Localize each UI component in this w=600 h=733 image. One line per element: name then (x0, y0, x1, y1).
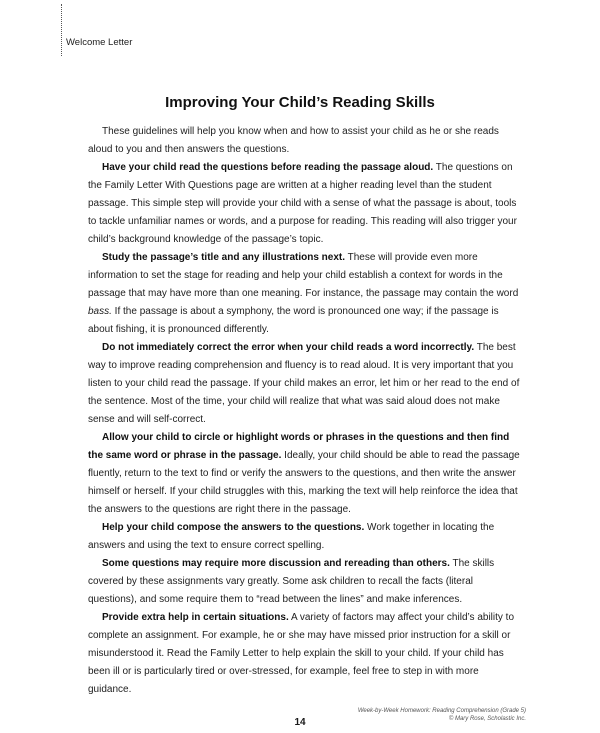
tip-heading: Study the passage’s title and any illustrations next. (102, 252, 346, 263)
paragraph-text: These guidelines will help you know when and how to assist your child as he or she reads aloud to you and then answers the questions. (88, 126, 499, 155)
tip-paragraph (88, 249, 520, 339)
tip-paragraph (88, 519, 520, 555)
tip-heading: Help your child compose the answers to the questions. (102, 522, 365, 533)
tip-paragraph (88, 339, 520, 429)
tip-paragraph (88, 159, 520, 249)
tip-paragraph (88, 429, 520, 519)
tip-paragraph (88, 609, 520, 699)
paragraph-text: Ideally, your child should be able to read the passage fluently, return to the text to find or verify the answers to the questions, and then write the answer himself or herself. If your child struggles with this, marking the text will help reinforce the idea that the answers to the questions are right there in the passage. (88, 450, 520, 515)
page-number: 14 (294, 717, 306, 728)
copyright: © Mary Rose, Scholastic Inc. (448, 716, 526, 722)
book-title: Week-by-Week Homework: Reading Comprehension (Grade 5) (357, 708, 526, 714)
paragraph-text: If the passage is about a symphony, the word is pronounced one way; if the passage is about fishing, it is pronounced differently. (88, 306, 499, 335)
paragraph-text: A variety of factors may affect your child’s ability to complete an assignment. For example, he or she may have missed prior instruction for a skill or misunderstood it. Read the Family Letter to help explain the skill to your child. If your child has been ill or is particularly tired or over-stressed, for example, feel free to step in with more guidance. (88, 612, 515, 695)
tip-heading: Allow your child to circle or highlight words or phrases in the questions and then find the same word or phrase in the passage. (88, 432, 510, 461)
italic-word: bass. (88, 306, 112, 317)
paragraph-text: Work together in locating the answers and using the text to ensure correct spelling. (88, 522, 495, 551)
footer-credit (358, 707, 526, 723)
paragraph-text: The skills covered by these assignments vary greatly. Some ask children to recall the facts (literal questions), and some require them to “read between the lines” and make inferences. (88, 558, 495, 605)
paragraph-text: The questions on the Family Letter With Questions page are written at a higher reading level than the student passage. This simple step will provide your child with a sense of what the passage is about, tools to tackle unfamiliar names or words, and a purpose for reading. This reading will also trigger your child’s background knowledge of the passage’s topic. (88, 162, 517, 245)
intro-paragraph (88, 123, 520, 159)
letter-body (88, 123, 520, 699)
tip-heading: Provide extra help in certain situations. (102, 612, 289, 623)
dotted-margin-rule (61, 4, 62, 56)
tip-paragraph (88, 555, 520, 609)
tip-heading: Some questions may require more discussion and rereading than others. (102, 558, 450, 569)
tip-heading: Do not immediately correct the error when your child reads a word incorrectly. (102, 342, 475, 353)
section-label: Welcome Letter (66, 37, 133, 48)
paragraph-text: These will provide even more information to set the stage for reading and help your child establish a context for words in the passage that may have more than one meaning. For instance, the passage may contain the word (88, 252, 519, 299)
page-title: Improving Your Child’s Reading Skills (165, 94, 435, 111)
paragraph-text: The best way to improve reading comprehension and fluency is to read aloud. It is very important that you listen to your child read the passage. If your child makes an error, let him or her read to the end of the sentence. Most of the time, your child will realize that what was said aloud does not make sense and will self-correct. (88, 342, 520, 425)
tip-heading: Have your child read the questions before reading the passage aloud. (102, 162, 434, 173)
